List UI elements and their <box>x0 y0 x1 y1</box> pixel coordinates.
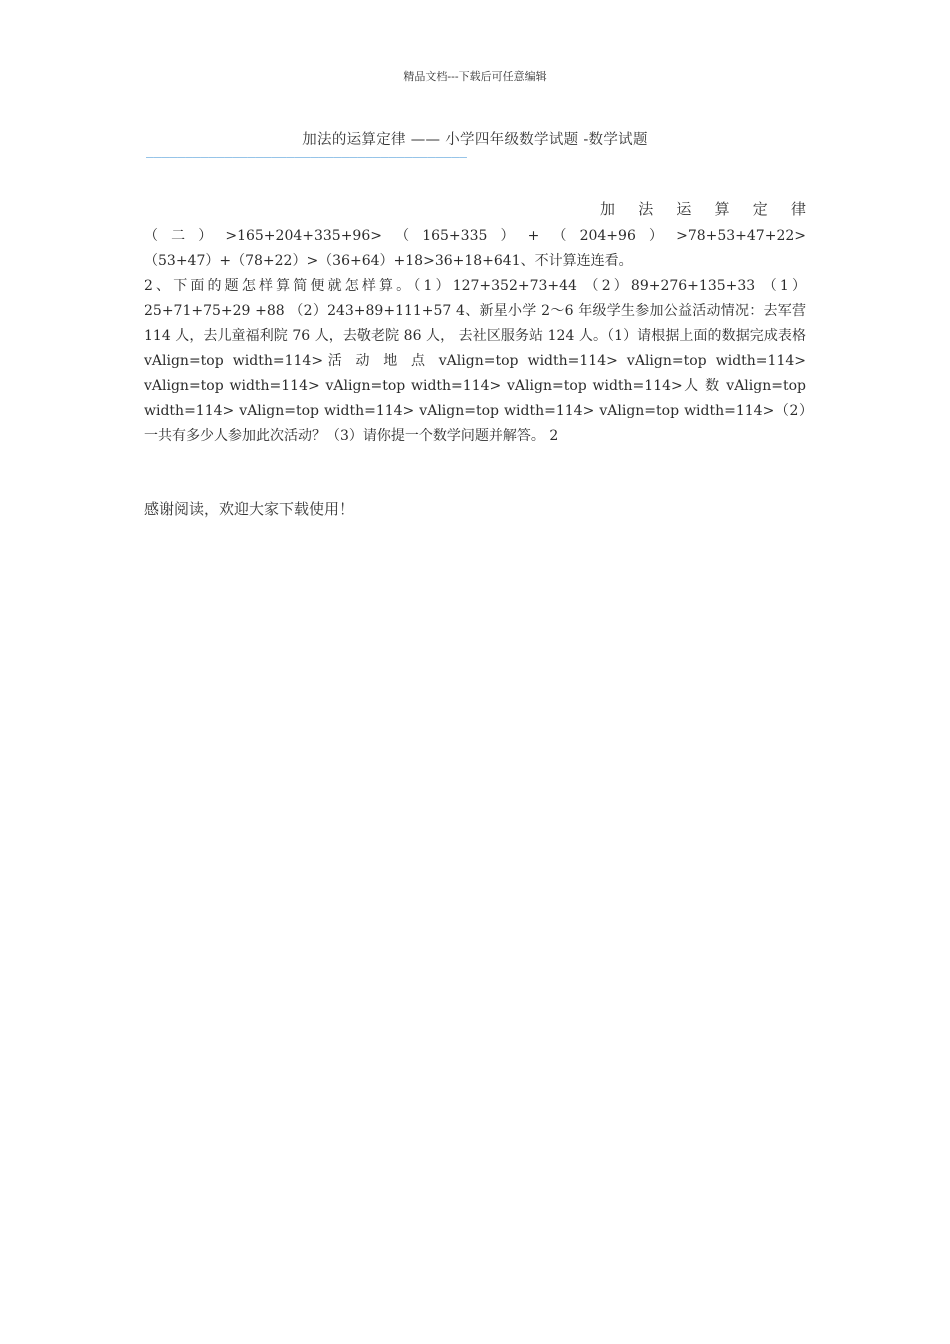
title-divider: ————————————————————————————————————————— <box>146 150 467 165</box>
document-title: 加法的运算定律 —— 小学四年级数学试题 -数学试题 <box>302 132 648 148</box>
paragraph-1: （二）>165+204+335+96>（165+335）+（204+96）>78+53+47+22>（53+47）+（78+22）>（36+64）+18>36+18+641、不计算连连看。 <box>144 228 806 269</box>
paragraph-2: 2、下面的题怎样算简便就怎样算。（1）127+352+73+44 （2）89+276+135+33 （1）25+71+75+29 +88 （2）243+89+111+57 4、新星小学 2～6 年级学生参加公益活动情况：去军营 114 人，去儿童福利院 76 人，去敬老院 86 人， 去社区服务站 124 人。（1）请根据上面的数据完成表格 vAlign=top width=114>活 动 地 点 vAlign=top width=114> vAlign=top width=114> vAlign=top width=114> vAlign=top width=114> vAlign=top width=114>人 数 vAlign=top width=114> vAlign=top width=114> vAlign=top width=114> vAlign=top width=114>（2）一共有多少人参加此次活动？（3）请你提一个数学问题并解答。 2 <box>144 278 806 444</box>
thanks-note: 感谢阅读，欢迎大家下载使用！ <box>144 500 355 518</box>
section-heading: 加 法 运 算 定 律 <box>600 200 806 218</box>
page-header: 精品文档---下载后可任意编辑 <box>403 70 547 83</box>
